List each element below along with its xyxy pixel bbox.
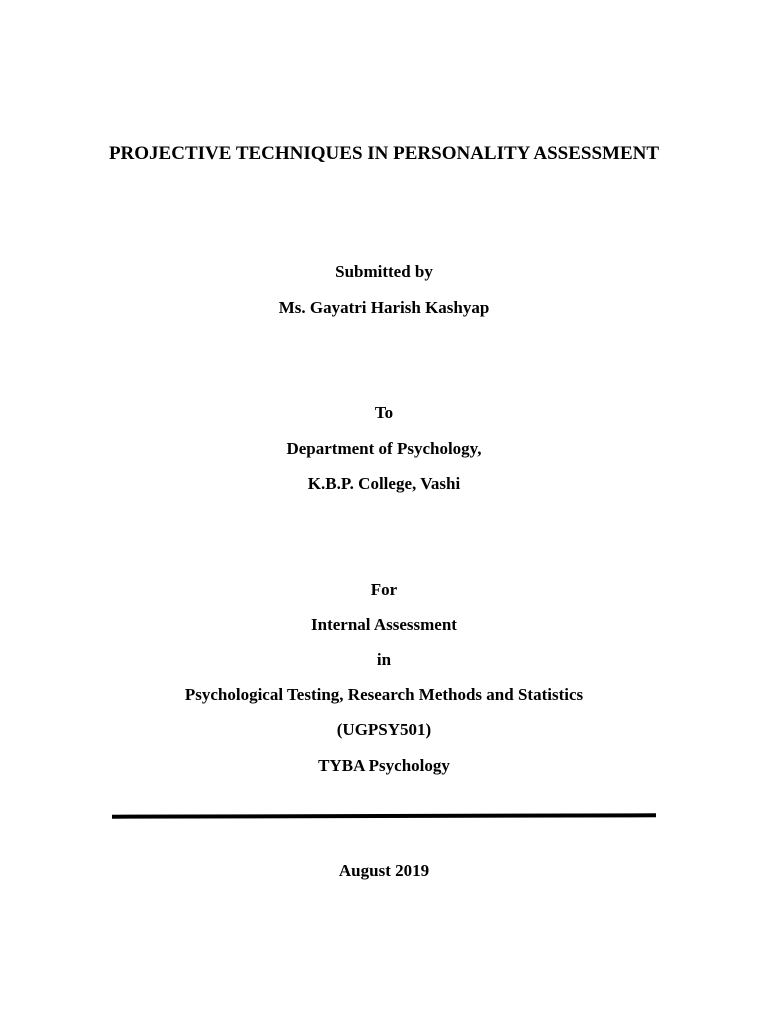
to-label: To (374, 403, 394, 422)
submitted-by-label: Submitted by (335, 262, 433, 281)
course-name: Psychological Testing, Research Methods and Statistics (184, 685, 584, 704)
college-name: K.B.P. College, Vashi (307, 474, 461, 493)
document-title: PROJECTIVE TECHNIQUES IN PERSONALITY ASSESSMENT (108, 143, 660, 164)
for-label: For (370, 580, 398, 599)
in-label: in (376, 650, 392, 669)
author-name: Ms. Gayatri Harish Kashyap (278, 298, 490, 317)
class-name: TYBA Psychology (318, 756, 450, 775)
course-code: (UGPSY501) (336, 720, 432, 739)
submission-date: August 2019 (338, 861, 430, 880)
horizontal-divider (112, 813, 656, 818)
department-name: Department of Psychology, (286, 439, 482, 458)
purpose-text: Internal Assessment (311, 615, 457, 634)
